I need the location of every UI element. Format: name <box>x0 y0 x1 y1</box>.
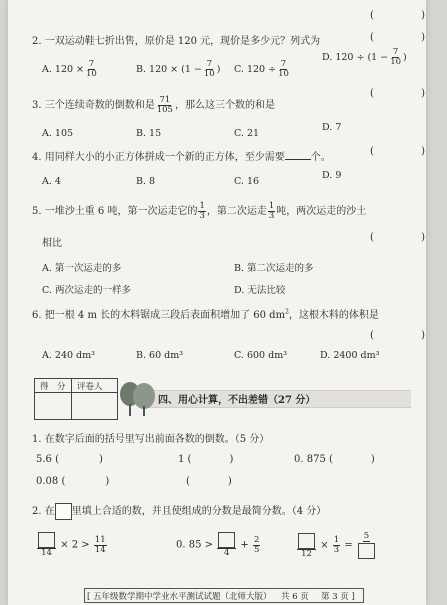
q6-option-d: D. 2400 dm³ <box>320 350 380 361</box>
fraction-expression-2: 0. 85 > 4 + $\frac{2}{5}$ <box>176 532 261 558</box>
answer-paren-q4: ( ) <box>370 146 447 157</box>
fraction: $\frac{7}{10}$ <box>203 59 215 79</box>
fraction: $\frac{1}{3}$ <box>268 201 275 221</box>
reciprocal-item-3: 0. 875 ( ) <box>294 454 375 465</box>
answer-box <box>218 532 235 548</box>
part-2-text: 2. 在 里填上合适的数，并且使组成的分数是最简分数。（4 分） <box>32 502 326 520</box>
q2-option-a: A. 120 × $\frac{7}{10}$ <box>42 59 97 79</box>
q2-option-c: C. 120 ÷ $\frac{7}{10}$ <box>234 59 289 79</box>
question-3-text: 3. 三个连续奇数的倒数和是 $\frac{71}{105}$ ，那么这三个数的和是 <box>32 95 275 115</box>
answer-box <box>38 532 55 548</box>
answer-paren-q1: ( ) <box>370 10 447 21</box>
q4-option-a: A. 4 <box>42 176 61 187</box>
fraction: 14 <box>37 532 56 558</box>
fraction-expression-1: 14 × 2 > $\frac{11}{14}$ <box>36 532 108 558</box>
question-4-text: 4. 用同样大小的小正方体拼成一个新的正方体，至少需要 个。 <box>32 152 331 163</box>
q3-option-d: D. 7 <box>322 122 342 133</box>
fraction: $\frac{71}{105}$ <box>156 95 173 115</box>
question-2-text: 2. 一双运动鞋七折出售，原价是 120 元，现价是多少元？列式为 <box>32 36 321 47</box>
footer-total-pages: 共 6 页 <box>281 592 309 602</box>
fraction-expression-3: 12 × $\frac{1}{3}$ = 5 <box>296 532 377 559</box>
answer-paren-q5: ( ) <box>370 232 447 243</box>
fraction: 4 <box>217 532 236 558</box>
q3-option-a: A. 105 <box>42 128 74 139</box>
q3-option-b: B. 15 <box>136 128 162 139</box>
score-table <box>34 378 118 420</box>
q5-option-b: B. 第二次运走的多 <box>234 263 314 274</box>
fraction: $\frac{11}{14}$ <box>94 534 106 555</box>
fraction: $\frac{1}{3}$ <box>199 201 205 221</box>
fraction: 5 <box>357 532 376 559</box>
q6-option-b: B. 60 dm³ <box>136 350 184 361</box>
q4-option-d: D. 9 <box>322 170 342 181</box>
question-5-line2: 相比 <box>42 238 62 249</box>
q4-option-c: C. 16 <box>234 176 260 187</box>
footer-title: [ 五年级数学期中学业水平测试试题（北师大版） <box>87 592 272 602</box>
reciprocal-item-5: ( ) <box>186 476 232 487</box>
fraction: 12 <box>297 533 316 559</box>
fraction: $\frac{1}{3}$ <box>333 535 340 555</box>
q6-option-a: A. 240 dm³ <box>42 350 95 361</box>
q5-option-a: A. 第一次运走的多 <box>42 263 122 274</box>
answer-paren-q2: ( ) <box>370 32 447 43</box>
q4-option-b: B. 8 <box>136 176 156 187</box>
exam-page <box>8 0 447 605</box>
answer-box <box>55 503 72 520</box>
q2-option-d: D. 120 ÷ (1 − $\frac{7}{10}$ ) <box>322 47 407 67</box>
section-4-banner <box>118 378 418 418</box>
fraction: $\frac{7}{10}$ <box>86 59 97 79</box>
page-footer <box>84 588 364 603</box>
answer-box <box>298 533 315 549</box>
fraction: $\frac{7}{10}$ <box>390 47 402 67</box>
reciprocal-item-2: 1 ( ) <box>178 454 234 465</box>
reciprocal-item-4: 0.08 ( ) <box>36 476 110 487</box>
footer-page-number: 第 3 页 ] <box>321 592 355 602</box>
q5-option-c: C. 两次运走的一样多 <box>42 285 131 296</box>
section-4-title: 四、用心计算，不出差错（27 分） <box>158 395 316 406</box>
part-1-text: 1. 在数字后面的括号里写出前面各数的倒数。（5 分） <box>32 434 270 445</box>
reciprocal-item-1: 5.6 ( ) <box>36 454 103 465</box>
question-6-text: 6. 把一根 4 m 长的木料锯成三段后表面积增加了 60 $dm^2$，这根木料的体积是 <box>32 308 379 321</box>
answer-paren-q6: ( ) <box>370 330 447 341</box>
q5-option-d: D. 无法比较 <box>234 285 286 296</box>
answer-box <box>358 543 375 559</box>
score-label: 得 分 <box>40 382 66 392</box>
answer-blank <box>285 150 311 160</box>
fraction: $\frac{7}{10}$ <box>278 59 289 79</box>
q3-option-c: C. 21 <box>234 128 260 139</box>
q6-option-c: C. 600 dm³ <box>234 350 288 361</box>
fraction: $\frac{2}{5}$ <box>253 534 260 555</box>
question-5-text: 5. 一堆沙土重 6 吨，第一次运走它的 $\frac{1}{3}$ ，第二次运走 $\frac{1}{3}$ 吨，两次运走的沙土 <box>32 201 367 221</box>
q2-option-b: B. 120 × (1 − $\frac{7}{10}$ ) <box>136 59 221 79</box>
answer-paren-q3: ( ) <box>370 88 447 99</box>
tree-illustration-icon <box>118 378 158 418</box>
grader-label: 评卷人 <box>77 382 103 392</box>
